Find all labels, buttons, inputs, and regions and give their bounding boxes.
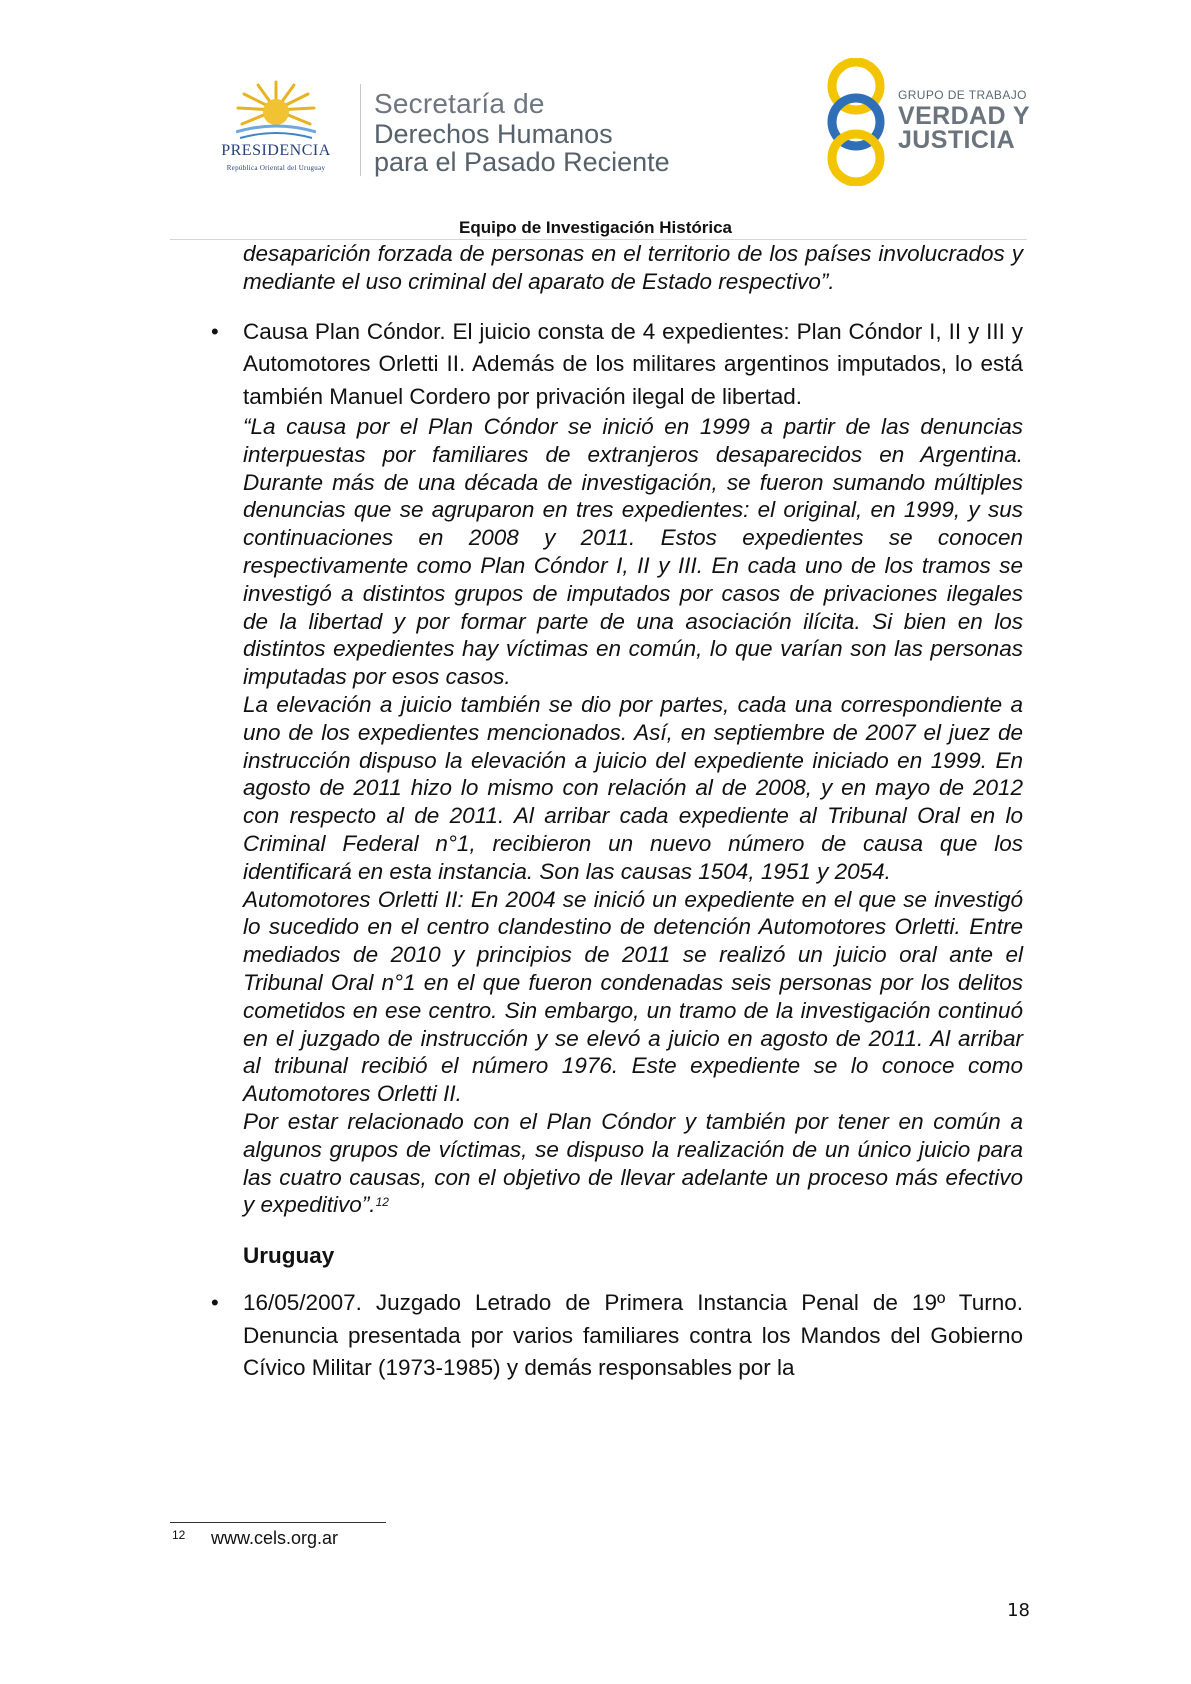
grupo-small-label: GRUPO DE TRABAJO	[898, 88, 1027, 102]
bullet-icon: •	[211, 1290, 219, 1316]
footnote-reference[interactable]: 12	[375, 1195, 389, 1210]
page-header	[0, 0, 1191, 240]
bullet-icon: •	[211, 318, 219, 344]
footnote-divider	[170, 1522, 386, 1523]
grupo-justicia-label: JUSTICIA	[898, 126, 1016, 154]
list-item	[211, 1287, 1023, 1385]
grupo-verdad-justicia-logo	[822, 58, 1032, 186]
presidencia-subtitle: República Oriental del Uruguay	[226, 164, 326, 172]
logo-divider	[360, 84, 361, 176]
footnote-number: 12	[172, 1528, 186, 1542]
footnote-link[interactable]: www.cels.org.ar	[211, 1528, 339, 1548]
secretaria-line-1: Secretaría de	[374, 88, 545, 119]
bullet-text-plan-condor: Causa Plan Cóndor. El juicio consta de 4 expedientes: Plan Cóndor I, II y III y Automotores Orletti II. Además de los militares argentinos imputados, lo está también Manuel Cordero por privación ilegal de libertad.	[243, 318, 1023, 409]
main-content	[211, 240, 1023, 1385]
presidencia-logo	[196, 80, 356, 180]
quote-paragraph-4-text: Por estar relacionado con el Plan Cóndor y también por tener en común a algunos grupos de víctimas, se dispuso la realización de un único juicio para las cuatro causas, con el objetivo de llevar adelante un proceso más efectivo y expeditivo”.	[243, 1109, 1023, 1218]
sun-emblem-icon	[236, 80, 316, 140]
quote-paragraph-2: La elevación a juicio también se dio por partes, cada una correspondiente a uno de los expedientes mencionados. Así, en septiembre de 2007 el juez de instrucción dispuso la elevación a juicio del expediente iniciado en 1999. En agosto de 2011 hizo lo mismo con relación al de 2008, y en mayo de 2012 con respecto al de 2011. Al arribar cada expediente al Tribunal Oral en lo Criminal Federal n°1, recibieron un nuevo número de causa que los identificará en esta instancia. Son las causas 1504, 1951 y 2054.	[243, 692, 1023, 884]
secretaria-logo-text	[374, 88, 714, 176]
quote-paragraph-4	[243, 1108, 1023, 1219]
list-item	[211, 316, 1023, 1220]
secretaria-line-3: para el Pasado Reciente	[374, 147, 670, 177]
opening-quote: desaparición forzada de personas en el territorio de los países involucrados y mediante el uso criminal del aparato de Estado respectivo”.	[243, 241, 1023, 294]
secretaria-line-2: Derechos Humanos	[374, 119, 613, 149]
page-number: 18	[1007, 1600, 1030, 1621]
presidencia-name: PRESIDENCIA	[221, 142, 331, 159]
grupo-verdad-label: VERDAD Y	[898, 102, 1030, 130]
equipo-title: Equipo de Investigación Histórica	[459, 218, 732, 237]
quote-paragraph-3: Automotores Orletti II: En 2004 se inició un expediente en el que se investigó lo sucedido en el centro clandestino de detención Automotores Orletti. Entre mediados de 2010 y principios de 2011 se realizó un juicio oral ante el Tribunal Oral n°1 en el que fueron condenadas seis personas por los delitos cometidos en ese centro. Sin embargo, un tramo de la investigación continuó en el juzgado de instrucción y se elevó a juicio en agosto de 2011. Al arribar al tribunal recibió el número 1976. Este expediente se lo conoce como Automotores Orletti II.	[243, 886, 1023, 1107]
section-heading-uruguay: Uruguay	[243, 1243, 335, 1269]
bullet-text-uruguay: 16/05/2007. Juzgado Letrado de Primera Instancia Penal de 19º Turno. Denuncia presentada por varios familiares contra los Mandos del Gobierno Cívico Militar (1973-1985) y demás responsables por la	[243, 1290, 1023, 1381]
quote-paragraph-1: “La causa por el Plan Cóndor se inició en 1999 a partir de las denuncias interpuestas por familiares de extranjeros desaparecidos en Argentina. Durante más de una década de investigación, se fueron sumando múltiples denuncias que se agruparon en tres expedientes: el original, en 1999, y sus continuaciones en 2008 y 2011. Estos expedientes se conocen respectivamente como Plan Cóndor I, II y III. En cada uno de los tramos se investigó a distintos grupos de imputados por casos de privaciones ilegales de la libertad y por formar parte de una asociación ilícita. Si bien en los distintos expedientes hay víctimas en común, lo que varían son las personas imputadas por esos casos.	[243, 414, 1023, 690]
interlocking-rings-icon	[822, 58, 890, 186]
